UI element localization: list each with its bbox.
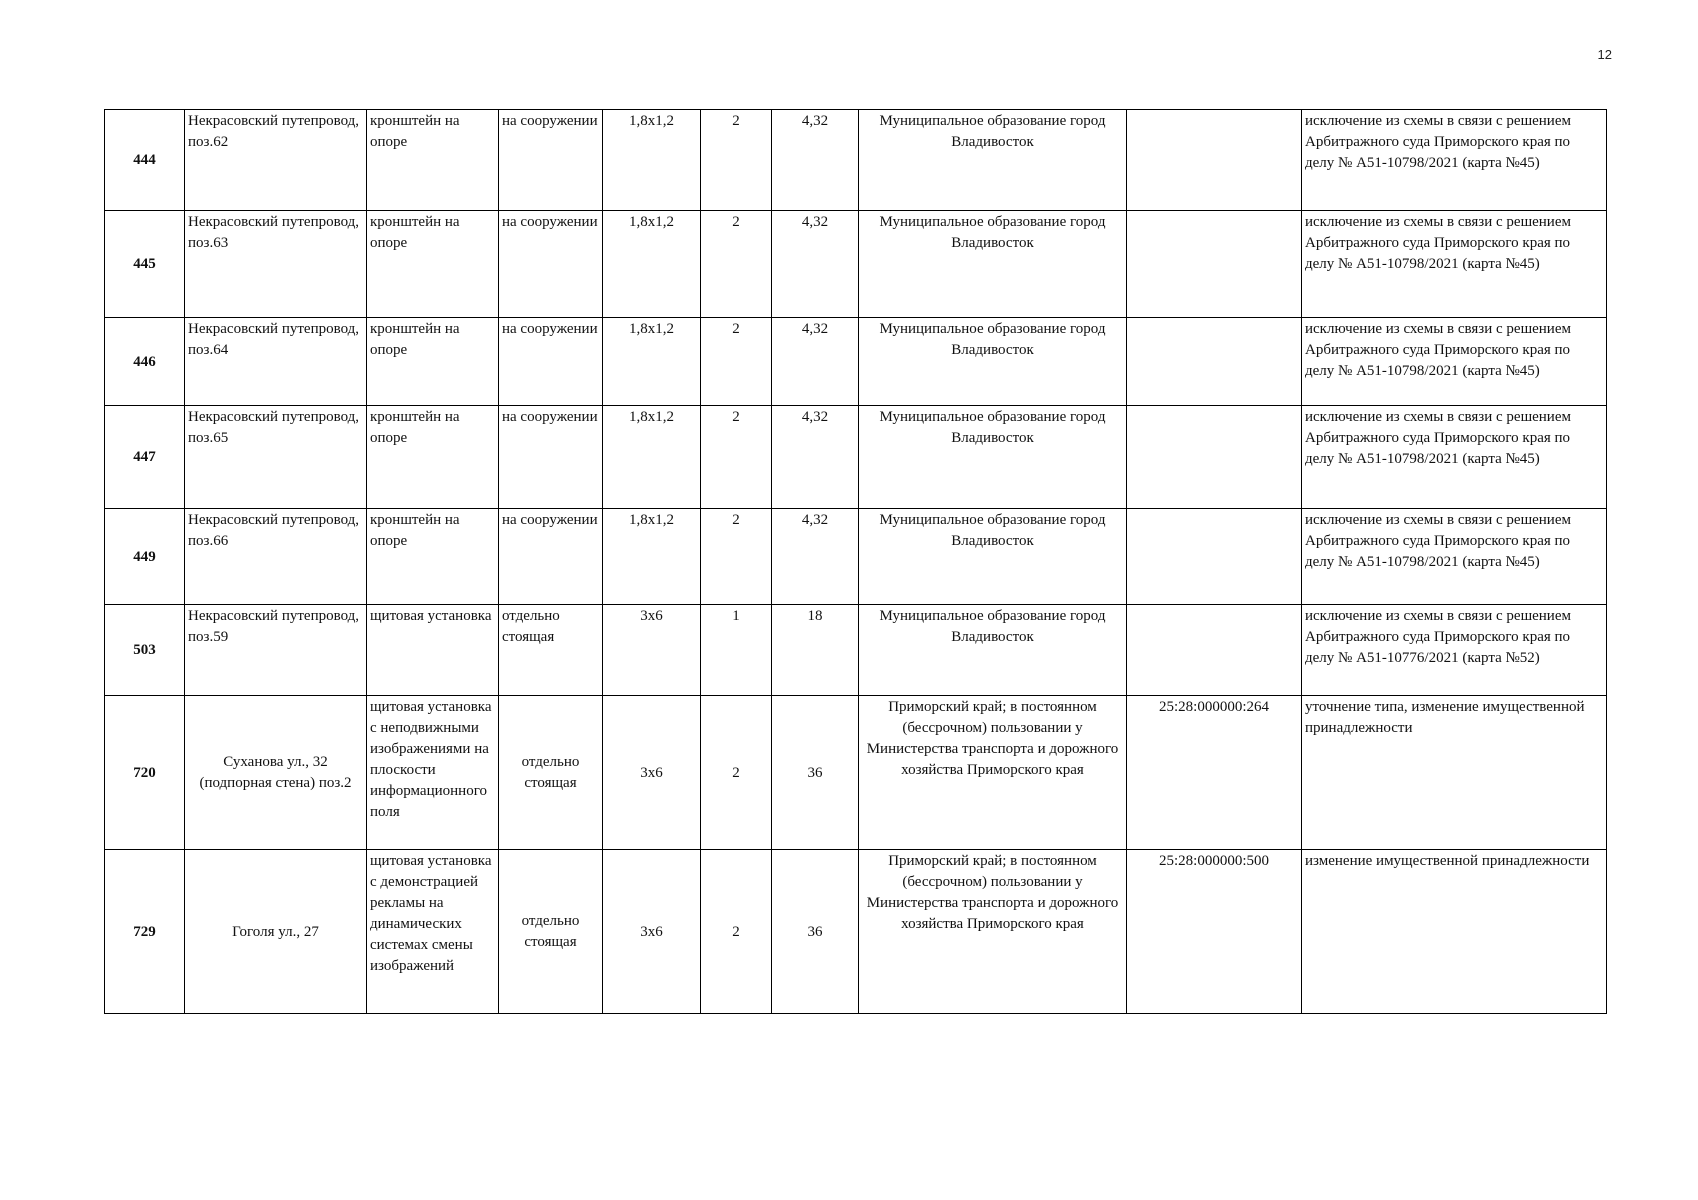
- cadastre-cell: [1127, 211, 1302, 318]
- row-number: 720: [105, 696, 185, 850]
- area-cell: 4,32: [772, 211, 859, 318]
- area-cell: 18: [772, 605, 859, 696]
- cadastre-cell: [1127, 318, 1302, 406]
- address-cell: Некрасовский путепровод, поз.65: [185, 406, 367, 509]
- table-row: [105, 318, 1607, 406]
- owner-cell: Приморский край; в постоянном (бессрочном) пользовании у Министерства транспорта и дорожного хозяйства Приморского края: [859, 696, 1127, 850]
- sides-cell: 1: [701, 605, 772, 696]
- sides-cell: 2: [701, 850, 772, 1014]
- sides-cell: 2: [701, 406, 772, 509]
- area-cell: 4,32: [772, 406, 859, 509]
- note-cell: исключение из схемы в связи с решением Арбитражного суда Приморского края по делу № А51-10798/2021 (карта №45): [1302, 406, 1607, 509]
- structure-type-cell: щитовая установка с неподвижными изображениями на плоскости информационного поля: [367, 696, 499, 850]
- row-number: 503: [105, 605, 185, 696]
- row-number: 445: [105, 211, 185, 318]
- note-cell: уточнение типа, изменение имущественной принадлежности: [1302, 696, 1607, 850]
- area-cell: 36: [772, 850, 859, 1014]
- row-number: 447: [105, 406, 185, 509]
- sides-cell: 2: [701, 696, 772, 850]
- structure-type-cell: кронштейн на опоре: [367, 509, 499, 605]
- address-cell: Гоголя ул., 27: [185, 850, 367, 1014]
- area-cell: 36: [772, 696, 859, 850]
- table-row: [105, 850, 1607, 1014]
- cadastre-cell: [1127, 509, 1302, 605]
- cadastre-cell: [1127, 110, 1302, 211]
- cadastre-cell: [1127, 406, 1302, 509]
- sides-cell: 2: [701, 318, 772, 406]
- table-row: [105, 696, 1607, 850]
- address-cell: Суханова ул., 32 (подпорная стена) поз.2: [185, 696, 367, 850]
- placement-kind-cell: отдельно стоящая: [499, 850, 603, 1014]
- size-cell: 1,8х1,2: [603, 318, 701, 406]
- note-cell: исключение из схемы в связи с решением Арбитражного суда Приморского края по делу № А51-10776/2021 (карта №52): [1302, 605, 1607, 696]
- size-cell: 3х6: [603, 850, 701, 1014]
- owner-cell: Муниципальное образование город Владивосток: [859, 605, 1127, 696]
- size-cell: 3х6: [603, 605, 701, 696]
- note-cell: исключение из схемы в связи с решением Арбитражного суда Приморского края по делу № А51-10798/2021 (карта №45): [1302, 211, 1607, 318]
- owner-cell: Приморский край; в постоянном (бессрочном) пользовании у Министерства транспорта и дорожного хозяйства Приморского края: [859, 850, 1127, 1014]
- structure-type-cell: кронштейн на опоре: [367, 406, 499, 509]
- note-cell: изменение имущественной принадлежности: [1302, 850, 1607, 1014]
- structure-type-cell: кронштейн на опоре: [367, 211, 499, 318]
- cadastre-cell: [1127, 605, 1302, 696]
- placement-kind-cell: на сооружении: [499, 110, 603, 211]
- placement-kind-cell: на сооружении: [499, 318, 603, 406]
- advertising-structures-table: [104, 109, 1607, 1014]
- row-number: 444: [105, 110, 185, 211]
- structure-type-cell: щитовая установка с демонстрацией рекламы на динамических системах смены изображений: [367, 850, 499, 1014]
- owner-cell: Муниципальное образование город Владивосток: [859, 211, 1127, 318]
- size-cell: 1,8х1,2: [603, 110, 701, 211]
- placement-kind-cell: на сооружении: [499, 211, 603, 318]
- address-cell: Некрасовский путепровод, поз.59: [185, 605, 367, 696]
- placement-kind-cell: на сооружении: [499, 406, 603, 509]
- address-cell: Некрасовский путепровод, поз.66: [185, 509, 367, 605]
- note-cell: исключение из схемы в связи с решением Арбитражного суда Приморского края по делу № А51-10798/2021 (карта №45): [1302, 509, 1607, 605]
- size-cell: 1,8х1,2: [603, 406, 701, 509]
- page-number: 12: [1597, 47, 1612, 62]
- owner-cell: Муниципальное образование город Владивосток: [859, 406, 1127, 509]
- table-row: [105, 406, 1607, 509]
- placement-kind-cell: отдельно стоящая: [499, 605, 603, 696]
- table-row: [105, 110, 1607, 211]
- size-cell: 1,8х1,2: [603, 509, 701, 605]
- owner-cell: Муниципальное образование город Владивосток: [859, 110, 1127, 211]
- placement-kind-cell: на сооружении: [499, 509, 603, 605]
- area-cell: 4,32: [772, 509, 859, 605]
- row-number: 449: [105, 509, 185, 605]
- structure-type-cell: щитовая установка: [367, 605, 499, 696]
- structure-type-cell: кронштейн на опоре: [367, 110, 499, 211]
- table-row: [105, 509, 1607, 605]
- sides-cell: 2: [701, 110, 772, 211]
- size-cell: 3х6: [603, 696, 701, 850]
- owner-cell: Муниципальное образование город Владивосток: [859, 318, 1127, 406]
- cadastre-cell: 25:28:000000:500: [1127, 850, 1302, 1014]
- address-cell: Некрасовский путепровод, поз.63: [185, 211, 367, 318]
- structure-type-cell: кронштейн на опоре: [367, 318, 499, 406]
- table-row: [105, 605, 1607, 696]
- row-number: 446: [105, 318, 185, 406]
- note-cell: исключение из схемы в связи с решением Арбитражного суда Приморского края по делу № А51-10798/2021 (карта №45): [1302, 318, 1607, 406]
- sides-cell: 2: [701, 211, 772, 318]
- row-number: 729: [105, 850, 185, 1014]
- address-cell: Некрасовский путепровод, поз.64: [185, 318, 367, 406]
- area-cell: 4,32: [772, 318, 859, 406]
- area-cell: 4,32: [772, 110, 859, 211]
- address-cell: Некрасовский путепровод, поз.62: [185, 110, 367, 211]
- cadastre-cell: 25:28:000000:264: [1127, 696, 1302, 850]
- sides-cell: 2: [701, 509, 772, 605]
- size-cell: 1,8х1,2: [603, 211, 701, 318]
- table-row: [105, 211, 1607, 318]
- placement-kind-cell: отдельно стоящая: [499, 696, 603, 850]
- owner-cell: Муниципальное образование город Владивосток: [859, 509, 1127, 605]
- note-cell: исключение из схемы в связи с решением Арбитражного суда Приморского края по делу № А51-10798/2021 (карта №45): [1302, 110, 1607, 211]
